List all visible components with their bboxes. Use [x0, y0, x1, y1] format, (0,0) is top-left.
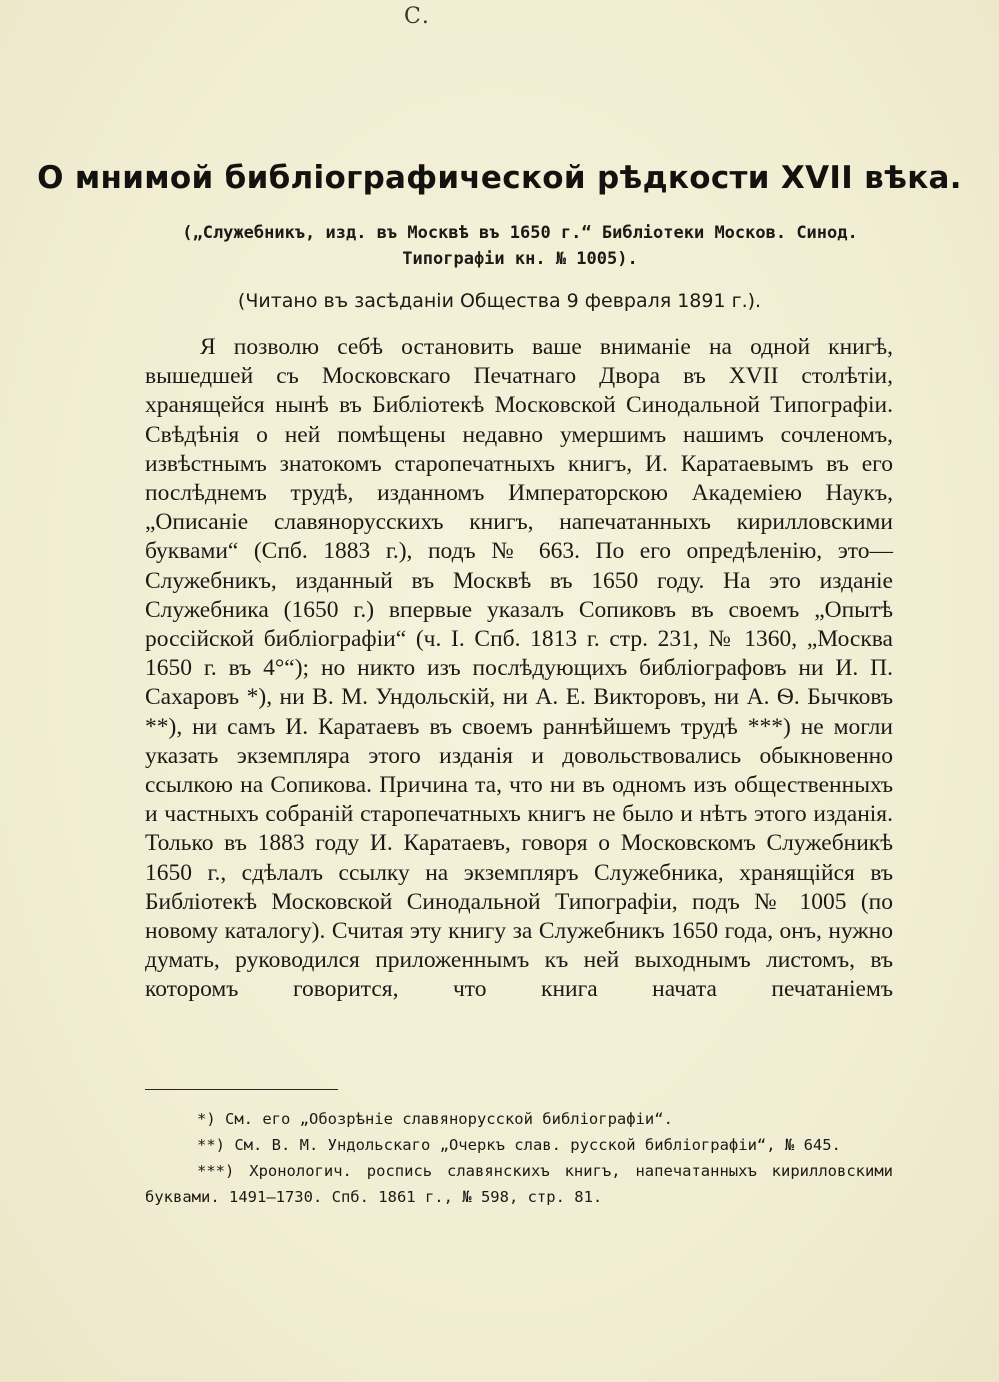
footnote-divider: [145, 1089, 338, 1090]
article-subtitle: („Служебникъ, изд. въ Москвѣ въ 1650 г.“ Библіотеки Москов. Синод. Типографіи кн. № 1005).: [182, 223, 858, 269]
footnote-2: **) См. В. М. Ундольскаго „Очеркъ слав. русской библіографіи“, № 645.: [197, 1136, 841, 1154]
article-title: О мнимой библіографической рѣдкости XVII вѣка.: [37, 160, 962, 196]
read-note: (Читано въ засѣданіи Общества 9 февраля 1891 г.).: [237, 290, 762, 312]
footnotes: [145, 1106, 893, 1210]
page-mark: С.: [404, 4, 430, 29]
footnote-3: ***) Хронологич. роспись славянскихъ книгъ, напечатанныхъ кирилловскими буквами. 1491—1730. Спб. 1861 г., № 598, стр. 81.: [145, 1162, 893, 1206]
footnote-1: *) См. его „Обозрѣніе славянорусской библіографіи“.: [197, 1110, 673, 1128]
body-paragraph: Я позволю себѣ остановить ваше вниманіе на одной книгѣ, вышедшей съ Московскаго Печатнаго Двора въ XVII столѣтіи, хранящейся нынѣ въ Библіотекѣ Московской Синодальной Типографіи. Свѣдѣнія о ней помѣщены недавно умершимъ нашимъ сочленомъ, извѣстнымъ знатокомъ старопечатныхъ книгъ, И. Каратаевымъ въ его послѣднемъ трудѣ, изданномъ Императорскою Академіею Наукъ, „Описаніе славянорусскихъ книгъ, напечатанныхъ кирилловскими буквами“ (Спб. 1883 г.), подъ № 663. По его опредѣленію, это—Служебникъ, изданный въ Москвѣ въ 1650 году. На это изданіе Служебника (1650 г.) впервые указалъ Сопиковъ въ своемъ „Опытѣ россійской библіографіи“ (ч. I. Спб. 1813 г. стр. 231, № 1360, „Москва 1650 г. въ 4°“); но никто изъ послѣдующихъ библіографовъ ни И. П. Сахаровъ *), ни В. М. Ундольскій, ни А. Е. Викторовъ, ни А. Ѳ. Бычковъ **), ни самъ И. Каратаевъ въ своемъ раннѣйшемъ трудѣ ***) не могли указать экземпляра этого изданія и довольствовались обыкновенно ссылкою на Сопикова. Причина та, что ни въ одномъ изъ общественныхъ и частныхъ собраній старопечатныхъ книгъ не было и нѣтъ этого изданія. Только въ 1883 году И. Каратаевъ, говоря о Московскомъ Служебникѣ 1650 г., сдѣлалъ ссылку на экземпляръ Служебника, хранящійся въ Библіотекѣ Московской Синодальной Типографіи, подъ № 1005 (по новому каталогу). Считая эту книгу за Служебникъ 1650 года, онъ, нужно думать, руководился приложеннымъ къ ней выходнымъ листомъ, въ которомъ говорится, что книга начата печатаніемъ: [145, 334, 893, 1003]
